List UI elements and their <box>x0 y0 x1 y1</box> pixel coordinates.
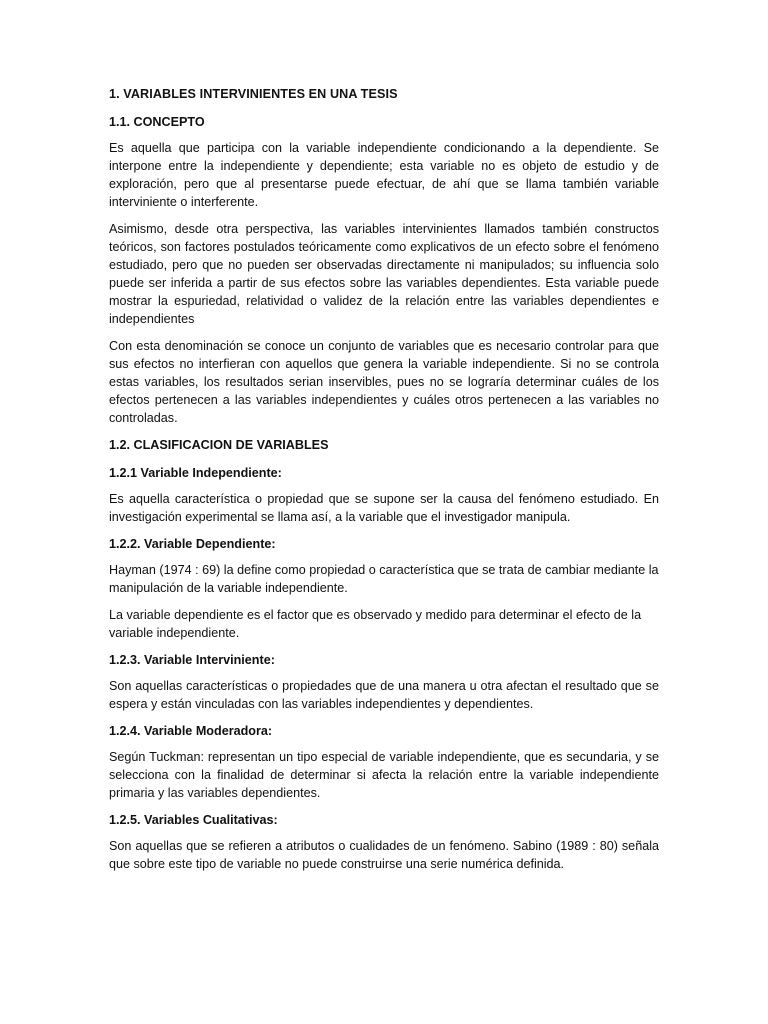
paragraph: Son aquellas características o propiedades que de una manera u otra afectan el resultado que se espera y están vinculadas con las variables independientes y dependientes. <box>109 679 659 711</box>
section-heading-interviniente: 1.2.3. Variable Interviniente: <box>109 653 275 667</box>
paragraph: Es aquella característica o propiedad que se supone ser la causa del fenómeno estudiado. En investigación experimental se llama así, a la variable que el investigador manipula. <box>109 492 659 524</box>
section-heading-independiente: 1.2.1 Variable Independiente: <box>109 466 282 480</box>
paragraph: Hayman (1974 : 69) la define como propiedad o característica que se trata de cambiar mediante la manipulación de la variable independiente. <box>109 563 659 595</box>
document-page <box>109 85 659 882</box>
section-heading-dependiente: 1.2.2. Variable Dependiente: <box>109 537 276 551</box>
paragraph: Con esta denominación se conoce un conjunto de variables que es necesario controlar para que sus efectos no interfieran con aquellos que genera la variable independiente. Si no se controla estas variables, los resultados serian inservibles, pues no se lograría determinar cuáles de los efectos pertenecen a las variables independientes y cuáles otros pertenecen a las variables no controladas. <box>109 339 659 425</box>
section-heading-cualitativas: 1.2.5. Variables Cualitativas: <box>109 813 278 827</box>
section-heading-clasificacion: 1.2. CLASIFICACION DE VARIABLES <box>109 438 329 452</box>
section-heading-moderadora: 1.2.4. Variable Moderadora: <box>109 724 273 738</box>
paragraph: Asimismo, desde otra perspectiva, las variables intervinientes llamados también constructos teóricos, son factores postulados teóricamente como explicativos de un efecto sobre el fenómeno estudiado, pero que no pueden ser observadas directamente ni manipulados; su influencia solo puede ser inferida a partir de sus efectos sobre las variables dependientes. Esta variable puede mostrar la espuriedad, relatividad o validez de la relación entre las variables dependientes e independientes <box>109 222 659 326</box>
paragraph: Según Tuckman: representan un tipo especial de variable independiente, que es secundaria, y se selecciona con la finalidad de determinar si afecta la relación entre la variable independiente primaria y las variables dependientes. <box>109 750 659 800</box>
section-heading-concepto: 1.1. CONCEPTO <box>109 115 205 129</box>
paragraph: Son aquellas que se refieren a atributos o cualidades de un fenómeno. Sabino (1989 : 80) señala que sobre este tipo de variable no puede construirse una serie numérica definida. <box>109 839 659 871</box>
paragraph: Es aquella que participa con la variable independiente condicionando a la dependiente. Se interpone entre la independiente y dependiente; esta variable no es objeto de estudio y de exploración, pero que al presentarse puede efectuar, de ahí que se llama también variable interviniente o interferente. <box>109 141 659 209</box>
document-title: 1. VARIABLES INTERVINIENTES EN UNA TESIS <box>109 87 398 101</box>
paragraph: La variable dependiente es el factor que es observado y medido para determinar el efecto de la variable independiente. <box>109 608 642 640</box>
